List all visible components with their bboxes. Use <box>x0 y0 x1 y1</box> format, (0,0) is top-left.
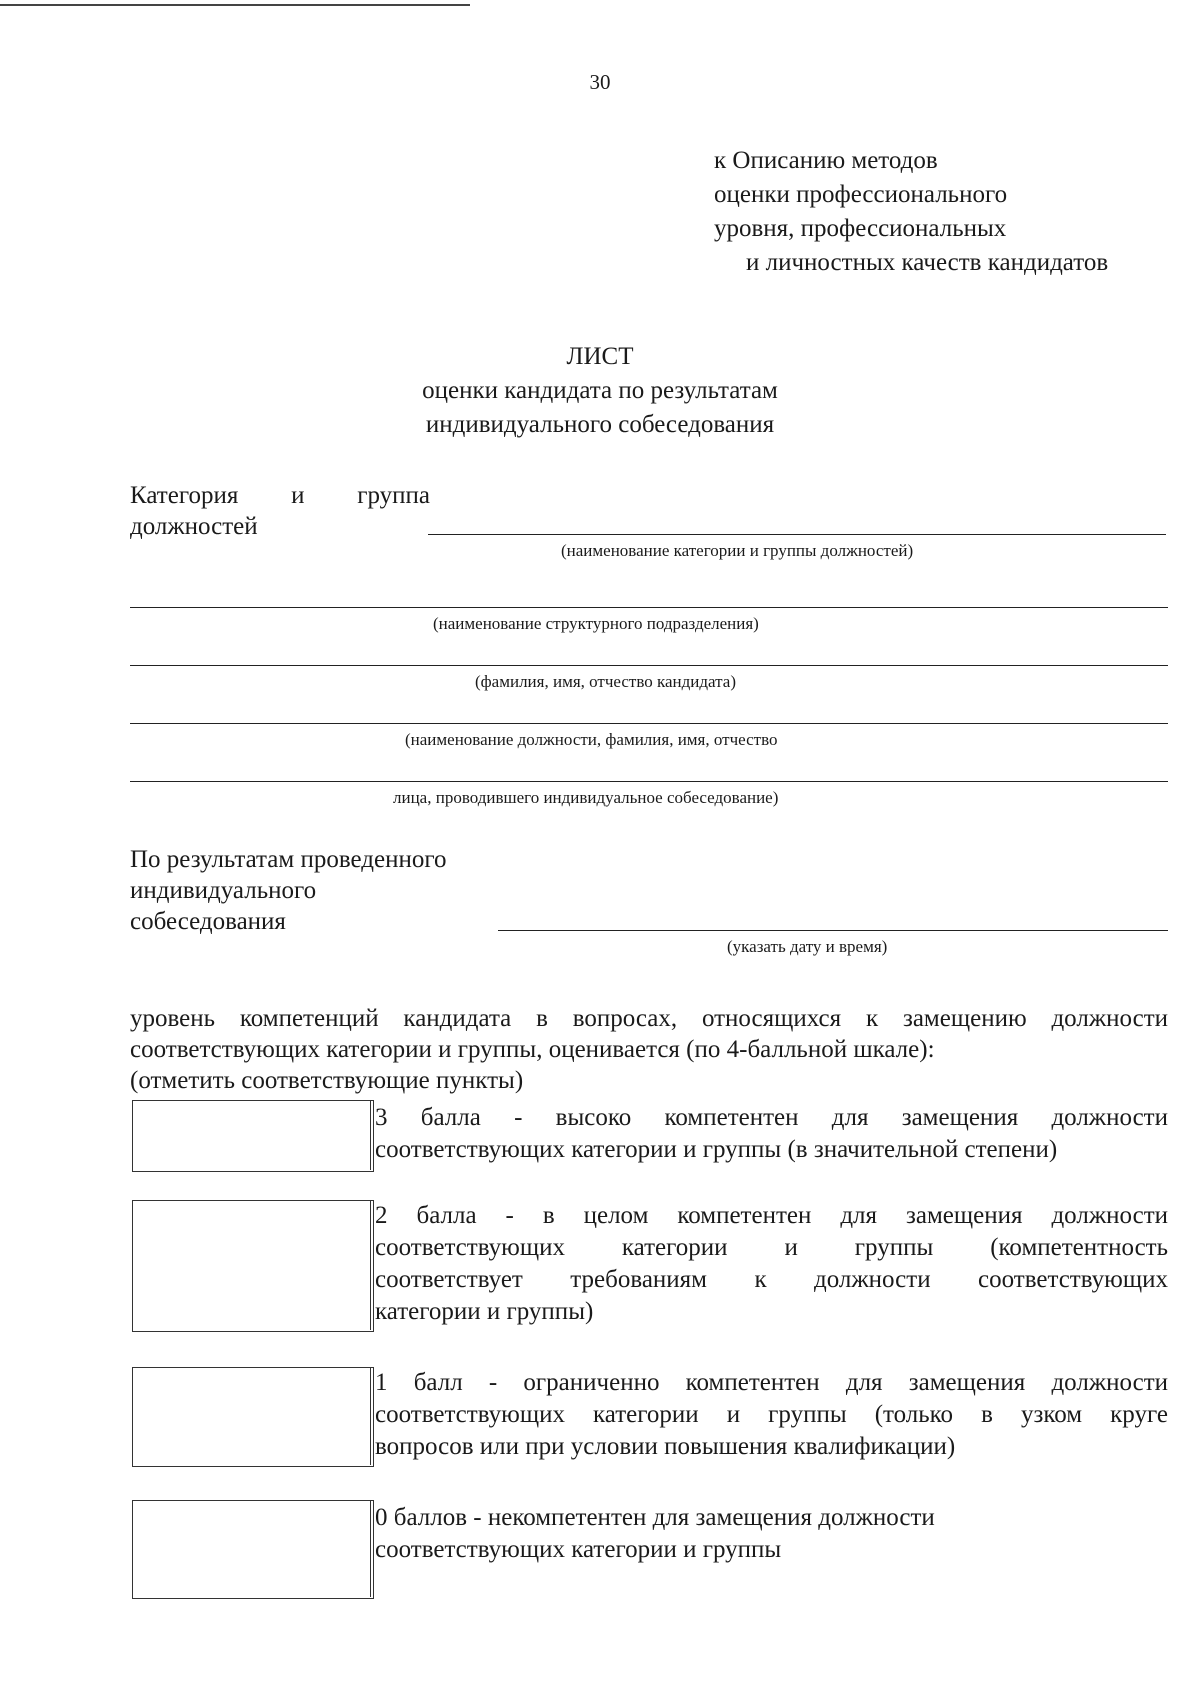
assessment-instruction: (отметить соответствующие пункты) <box>130 1067 524 1094</box>
scan-edge-line <box>0 4 470 6</box>
appendix-line: и личностных качеств кандидатов <box>746 249 1109 276</box>
option-line: соответствует требованиям к должности соответствующих <box>375 1266 1168 1293</box>
option-line: соответствующих категории и группы (в значительной степени) <box>375 1136 1058 1163</box>
results-label <box>130 844 446 937</box>
category-label <box>130 480 430 542</box>
candidate-field-line[interactable] <box>130 665 1168 666</box>
option-2-points <box>375 1200 1168 1328</box>
option-divider <box>370 1367 371 1465</box>
interviewer-caption: лица, проводившего индивидуальное собеседование) <box>393 788 779 807</box>
category-label-line2: должностей <box>130 513 258 540</box>
appendix-reference <box>714 144 1108 280</box>
option-checkbox-1[interactable] <box>132 1367 374 1467</box>
option-line: вопросов или при условии повышения квалификации) <box>375 1433 956 1460</box>
title-line: индивидуального собеседования <box>425 411 775 438</box>
category-field-line[interactable] <box>428 534 1166 535</box>
category-label-word: и <box>291 482 305 509</box>
option-line: 1 балл - ограниченно компетентен для замещения должности <box>375 1369 1168 1396</box>
page-number: 30 <box>589 70 611 94</box>
option-0-points <box>375 1502 1168 1566</box>
title-line: оценки кандидата по результатам <box>422 377 778 404</box>
option-checkbox-3[interactable] <box>132 1100 374 1172</box>
appendix-line: уровня, профессиональных <box>714 215 1007 242</box>
assessment-intro-line: соответствующих категории и группы, оценивается (по 4-балльной шкале): <box>130 1036 935 1063</box>
interviewer-caption: (наименование должности, фамилия, имя, отчество <box>405 730 778 749</box>
option-1-point <box>375 1367 1168 1463</box>
subdivision-field-line[interactable] <box>130 607 1168 608</box>
results-label-line: собеседования <box>130 908 286 935</box>
option-line: соответствующих категории и группы <box>375 1536 782 1563</box>
option-line: 0 баллов - некомпетентен для замещения должности <box>375 1504 935 1531</box>
datetime-caption: (указать дату и время) <box>727 937 888 956</box>
interviewer-field-line-2[interactable] <box>130 781 1168 782</box>
appendix-line: оценки профессионального <box>714 181 1008 208</box>
interviewer-field-line-1[interactable] <box>130 723 1168 724</box>
option-divider <box>370 1100 371 1170</box>
title-heading: ЛИСТ <box>566 343 634 370</box>
option-checkbox-0[interactable] <box>132 1500 374 1599</box>
category-caption: (наименование категории и группы должностей) <box>561 541 914 560</box>
option-line: соответствующих категории и группы (компетентность <box>375 1234 1168 1261</box>
results-label-line: По результатам проведенного <box>130 846 447 873</box>
category-label-word: группа <box>357 482 430 509</box>
category-label-word: Категория <box>130 482 239 509</box>
option-divider <box>370 1500 371 1597</box>
candidate-caption: (фамилия, имя, отчество кандидата) <box>475 672 737 691</box>
appendix-line: к Описанию методов <box>714 147 938 174</box>
assessment-intro-line: уровень компетенций кандидата в вопросах, относящихся к замещению должности <box>130 1005 1168 1032</box>
option-divider <box>370 1200 371 1330</box>
option-line: 2 балла - в целом компетентен для замещения должности <box>375 1202 1168 1229</box>
option-line: категории и группы) <box>375 1298 594 1325</box>
option-line: соответствующих категории и группы (только в узком круге <box>375 1401 1168 1428</box>
option-line: 3 балла - высоко компетентен для замещения должности <box>375 1104 1168 1131</box>
assessment-intro <box>130 1003 1168 1096</box>
document-title <box>0 340 1200 442</box>
option-checkbox-2[interactable] <box>132 1200 374 1332</box>
results-label-line: индивидуального <box>130 877 317 904</box>
option-3-points <box>375 1102 1168 1166</box>
subdivision-caption: (наименование структурного подразделения) <box>433 614 759 633</box>
datetime-field-line[interactable] <box>498 930 1168 931</box>
